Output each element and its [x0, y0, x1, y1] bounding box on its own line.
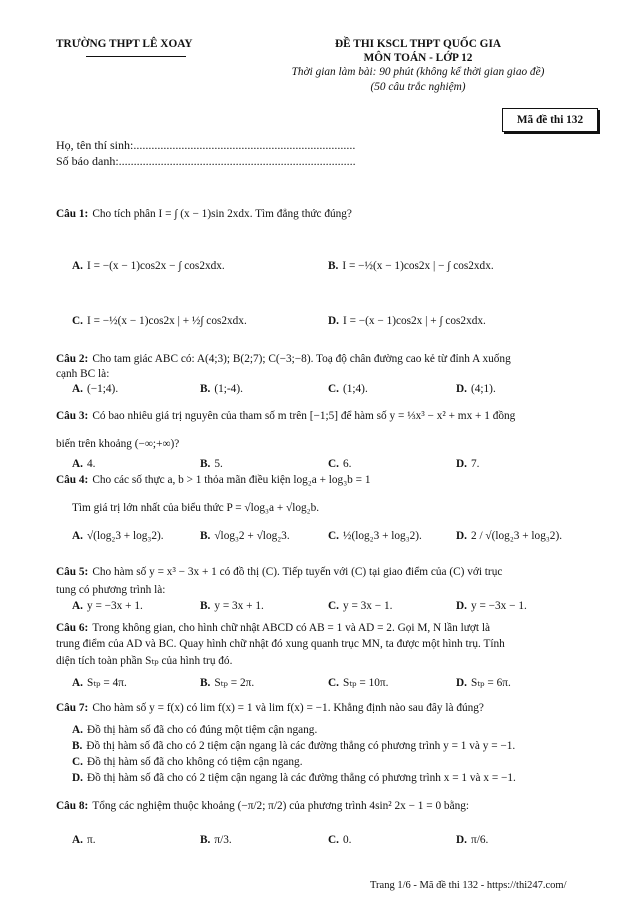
- question-6-label: Câu 6:: [56, 622, 89, 634]
- q1-option-c: C. I = −½(x − 1)cos2x | + ½∫ cos2xdx.: [72, 315, 247, 327]
- q3-option-b: B. 5.: [200, 458, 223, 470]
- q1-option-a: A. I = −(x − 1)cos2x − ∫ cos2xdx.: [72, 260, 225, 272]
- q6-option-c: C. Sₜₚ = 10π.: [328, 677, 389, 689]
- school-name: TRƯỜNG THPT LÊ XOAY: [56, 38, 193, 50]
- q7-option-c: C. Đồ thị hàm số đã cho không có tiệm cận ngang.: [72, 756, 303, 768]
- question-3-label: Câu 3:: [56, 410, 89, 422]
- q5-option-a: A. y = −3x + 1.: [72, 600, 143, 612]
- question-2-label: Câu 2:: [56, 353, 89, 365]
- question-6-line-3: diện tích toàn phần Sₜₚ của hình trụ đó.: [56, 655, 233, 667]
- question-3-line-2: biến trên khoảng (−∞;+∞)?: [56, 438, 180, 450]
- question-3: Câu 3: Có bao nhiêu giá trị nguyên của tham số m trên [−1;5] để hàm số y = ⅓x³ − x² + mx + 1 đồng: [56, 410, 516, 422]
- q2-option-a: A. (−1;4).: [72, 383, 119, 395]
- q4-option-b: B. √log₃2 + √log₂3.: [200, 530, 290, 542]
- q5-option-c: C. y = 3x − 1.: [328, 600, 393, 612]
- q3-option-a: A. 4.: [72, 458, 96, 470]
- exam-time: Thời gian làm bài: 90 phút (không kể thời gian giao đề): [291, 66, 545, 78]
- exam-title: ĐỀ THI KSCL THPT QUỐC GIA: [334, 38, 502, 50]
- question-5: Câu 5: Cho hàm số y = x³ − 3x + 1 có đồ thị (C). Tiếp tuyến với (C) tại giao điểm của (C) với trục: [56, 566, 503, 578]
- q3-option-d: D. 7.: [456, 458, 480, 470]
- q5-option-d: D. y = −3x − 1.: [456, 600, 527, 612]
- question-2: Câu 2: Cho tam giác ABC có: A(4;3); B(2;7); C(−3;−8). Toạ độ chân đường cao kẻ từ đỉnh A xuống: [56, 353, 511, 365]
- question-7-label: Câu 7:: [56, 702, 89, 714]
- q2-option-d: D. (4;1).: [456, 383, 496, 395]
- q2-option-c: C. (1;4).: [328, 383, 368, 395]
- exam-subject: MÔN TOÁN - LỚP 12: [363, 52, 473, 64]
- question-1-integral: I = ∫ (x − 1)sin 2xdx.: [158, 208, 253, 220]
- q8-option-b: B. π/3.: [200, 834, 232, 846]
- q8-option-a: A. π.: [72, 834, 96, 846]
- question-2-line-2: cạnh BC là:: [56, 368, 110, 380]
- question-1-label: Câu 1:: [56, 208, 89, 220]
- page-footer: Trang 1/6 - Mã đề thi 132 - https://thi247.com/: [370, 880, 567, 891]
- q8-option-c: C. 0.: [328, 834, 352, 846]
- student-id-field: Số báo danh:...............................................................................: [56, 154, 356, 168]
- q4-option-d: D. 2 / √(log₂3 + log₃2).: [456, 530, 563, 542]
- question-6: Câu 6: Trong không gian, cho hình chữ nhật ABCD có AB = 1 và AD = 2. Gọi M, N lần lượt là: [56, 622, 491, 634]
- q6-option-d: D. Sₜₚ = 6π.: [456, 677, 511, 689]
- question-1-text-b: Tìm đẳng thức đúng?: [255, 208, 352, 220]
- exam-question-count: (50 câu trắc nghiệm): [370, 81, 466, 93]
- q8-option-d: D. π/6.: [456, 834, 489, 846]
- question-4: Câu 4: Cho các số thực a, b > 1 thỏa mãn điều kiện log₂a + log₃b = 1: [56, 474, 371, 486]
- q7-option-a: A. Đồ thị hàm số đã cho có đúng một tiệm cận ngang.: [72, 724, 318, 736]
- exam-code-box: Mã đề thi 132: [502, 108, 598, 132]
- q7-option-b: B. Đồ thị hàm số đã cho có 2 tiệm cận ngang là các đường thẳng có phương trình y = 1 và y = −1.: [72, 740, 516, 752]
- q1-option-d: D. I = −(x − 1)cos2x | + ∫ cos2xdx.: [328, 315, 486, 327]
- question-4-label: Câu 4:: [56, 474, 89, 486]
- question-1: [56, 208, 586, 220]
- question-8-label: Câu 8:: [56, 800, 89, 812]
- q4-option-c: C. ½(log₂3 + log₃2).: [328, 530, 422, 542]
- q4-option-a: A. √(log₂3 + log₃2).: [72, 530, 164, 542]
- question-1-text-a: Cho tích phân: [92, 208, 156, 220]
- question-7: Câu 7: Cho hàm số y = f(x) có lim f(x) = 1 và lim f(x) = −1. Khẳng định nào sau đây là đúng?: [56, 702, 484, 714]
- q6-option-a: A. Sₜₚ = 4π.: [72, 677, 127, 689]
- student-name-field: Họ, tên thí sinh:..........................................................................: [56, 138, 356, 152]
- question-4-line-2: Tìm giá trị lớn nhất của biểu thức P = √log₃a + √log₂b.: [72, 502, 320, 514]
- q3-option-c: C. 6.: [328, 458, 352, 470]
- q2-option-b: B. (1;-4).: [200, 383, 243, 395]
- question-5-label: Câu 5:: [56, 566, 89, 578]
- q6-option-b: B. Sₜₚ = 2π.: [200, 677, 255, 689]
- q1-option-b: B. I = −½(x − 1)cos2x | − ∫ cos2xdx.: [328, 260, 494, 272]
- question-5-line-2: tung có phương trình là:: [56, 584, 166, 596]
- q5-option-b: B. y = 3x + 1.: [200, 600, 264, 612]
- q7-option-d: D. Đồ thị hàm số đã cho có 2 tiệm cận ngang là các đường thẳng có phương trình x = 1 và x = −1.: [72, 772, 516, 784]
- question-6-line-2: trung điểm của AD và BC. Quay hình chữ nhật đó xung quanh trục MN, ta được một hình trụ. Tính: [56, 638, 505, 650]
- question-8: Câu 8: Tổng các nghiệm thuộc khoảng (−π/2; π/2) của phương trình 4sin² 2x − 1 = 0 bằng:: [56, 800, 470, 812]
- school-underline: [86, 56, 186, 57]
